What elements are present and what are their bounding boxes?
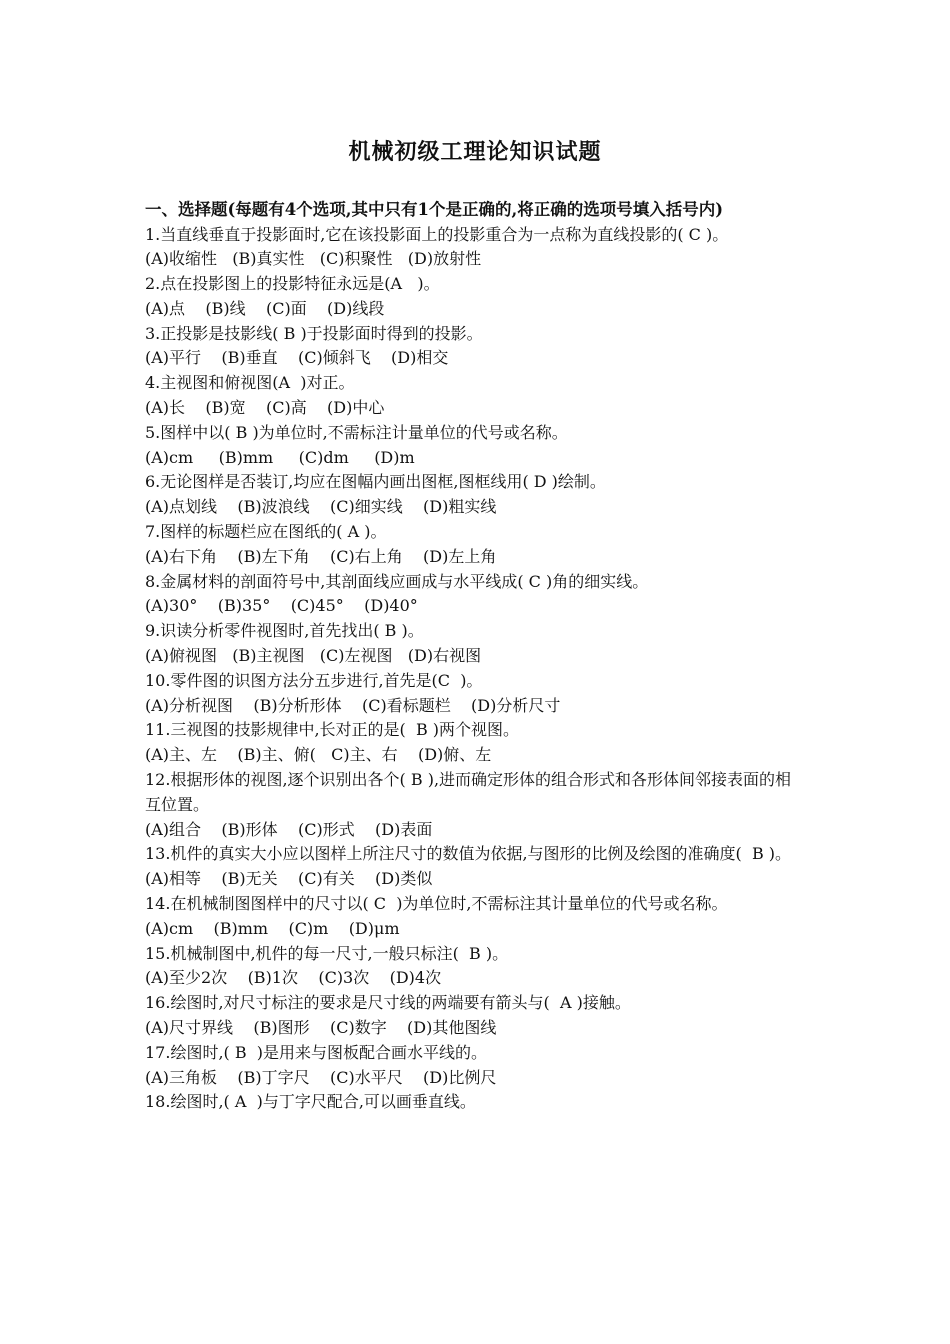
question-text: 11.三视图的技影规律中,长对正的是( B )两个视图。 bbox=[145, 720, 520, 740]
question-text: 9.识读分析零件视图时,首先找出( B )。 bbox=[145, 621, 424, 641]
question-text: 10.零件图的识图方法分五步进行,首先是(C )。 bbox=[145, 670, 483, 690]
question-text: 6.无论图样是否装订,均应在图幅内画出图框,图框线用( D )绘制。 bbox=[145, 472, 606, 492]
question-17 bbox=[145, 1041, 805, 1091]
question-12 bbox=[145, 768, 805, 842]
question-options: (A)尺寸界线 (B)图形 (C)数字 (D)其他图线 bbox=[145, 1018, 497, 1037]
question-options: (A)长 (B)宽 (C)高 (D)中心 bbox=[145, 398, 385, 418]
question-11 bbox=[145, 718, 805, 768]
question-text: 15.机械制图中,机件的每一尺寸,一般只标注( B )。 bbox=[145, 943, 509, 963]
question-text: 3.正投影是技影线( B )于投影面时得到的投影。 bbox=[145, 323, 483, 343]
question-14 bbox=[145, 892, 805, 942]
question-list bbox=[145, 223, 805, 1116]
question-4 bbox=[145, 371, 805, 421]
question-8 bbox=[145, 570, 805, 620]
question-options: (A)平行 (B)垂直 (C)倾斜飞 (D)相交 bbox=[145, 348, 449, 368]
question-options: (A)组合 (B)形体 (C)形式 (D)表面 bbox=[145, 819, 433, 839]
question-5 bbox=[145, 421, 805, 471]
question-options: (A)收缩性 (B)真实性 (C)积聚性 (D)放射性 bbox=[145, 249, 482, 269]
question-text: 16.绘图时,对尺寸标注的要求是尺寸线的两端要有箭头与( A )接触。 bbox=[145, 993, 631, 1013]
question-15 bbox=[145, 942, 805, 992]
question-9 bbox=[145, 619, 805, 669]
question-16 bbox=[145, 991, 805, 1041]
document-title: 机械初级工理论知识试题 bbox=[348, 139, 602, 165]
question-text: 8.金属材料的剖面符号中,其剖面线应画成与水平线成( C )角的细实线。 bbox=[145, 571, 649, 591]
question-options: (A)右下角 (B)左下角 (C)右上角 (D)左上角 bbox=[145, 546, 497, 566]
question-6 bbox=[145, 470, 805, 520]
question-text: 5.图样中以( B )为单位时,不需标注计量单位的代号或名称。 bbox=[145, 422, 568, 442]
question-options: (A)分析视图 (B)分析形体 (C)看标题栏 (D)分析尺寸 bbox=[145, 695, 561, 715]
question-10 bbox=[145, 669, 805, 719]
question-3 bbox=[145, 322, 805, 372]
question-text: 18.绘图时,( A )与丁字尺配合,可以画垂直线。 bbox=[145, 1092, 476, 1112]
question-text: 14.在机械制图图样中的尺寸以( C )为单位时,不需标注其计量单位的代号或名称。 bbox=[145, 894, 728, 914]
question-2 bbox=[145, 272, 805, 322]
question-18 bbox=[145, 1090, 805, 1115]
question-options: (A)cm (B)mm (C)dm (D)m bbox=[145, 447, 415, 467]
question-text: 17.绘图时,( B )是用来与图板配合画水平线的。 bbox=[145, 1042, 488, 1062]
question-13 bbox=[145, 842, 805, 892]
question-options: (A)三角板 (B)丁字尺 (C)水平尺 (D)比例尺 bbox=[145, 1067, 497, 1087]
question-1 bbox=[145, 223, 805, 273]
question-options: (A)cm (B)mm (C)m (D)μm bbox=[145, 918, 400, 938]
question-7 bbox=[145, 520, 805, 570]
question-text: 12.根据形体的视图,逐个识别出各个( B ),进而确定形体的组合形式和各形体间邻接表面的相互位置。 bbox=[145, 770, 792, 814]
question-options: (A)点划线 (B)波浪线 (C)细实线 (D)粗实线 bbox=[145, 497, 497, 517]
question-options: (A)30° (B)35° (C)45° (D)40° bbox=[145, 596, 418, 616]
question-options: (A)点 (B)线 (C)面 (D)线段 bbox=[145, 298, 385, 318]
document-page bbox=[145, 135, 805, 1115]
section-heading: 一、选择题(每题有4个选项,其中只有1个是正确的,将正确的选项号填入括号内) bbox=[145, 200, 724, 219]
question-text: 4.主视图和俯视图(A )对正。 bbox=[145, 373, 355, 393]
question-options: (A)相等 (B)无关 (C)有关 (D)类似 bbox=[145, 869, 433, 889]
question-text: 13.机件的真实大小应以图样上所注尺寸的数值为依据,与图形的比例及绘图的准确度( B )。 bbox=[145, 844, 792, 864]
question-options: (A)至少2次 (B)1次 (C)3次 (D)4次 bbox=[145, 968, 442, 988]
question-options: (A)主、左 (B)主、俯( C)主、右 (D)俯、左 bbox=[145, 745, 492, 765]
question-text: 7.图样的标题栏应在图纸的( A )。 bbox=[145, 522, 387, 542]
question-options: (A)俯视图 (B)主视图 (C)左视图 (D)右视图 bbox=[145, 646, 482, 666]
question-text: 2.点在投影图上的投影特征永远是(A )。 bbox=[145, 274, 440, 294]
question-text: 1.当直线垂直于投影面时,它在该投影面上的投影重合为一点称为直线投影的( C )。 bbox=[145, 224, 729, 244]
